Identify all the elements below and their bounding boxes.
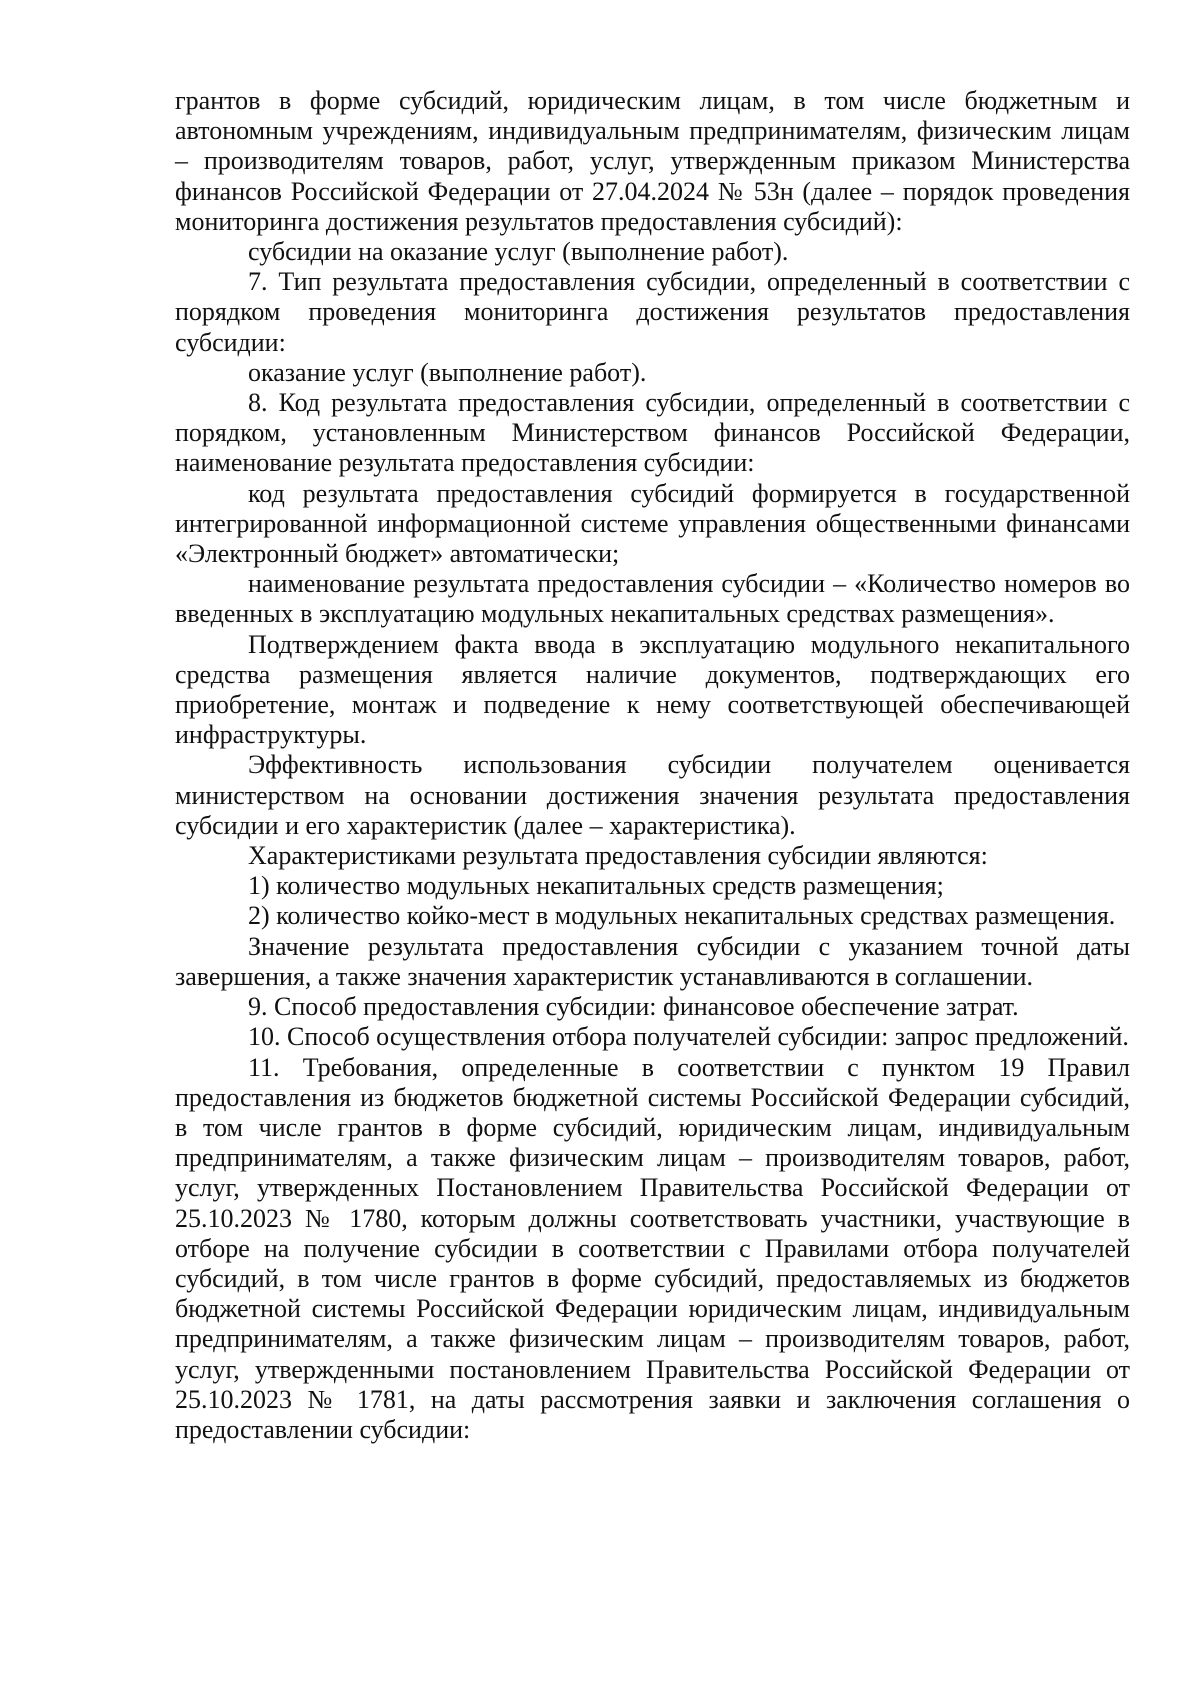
paragraph: Характеристиками результата предоставления субсидии являются: [248,841,988,871]
paragraph: Эффективность использования субсидии получателем оценивается министерством на основании достижения значения результата предоставления субсидии и его характеристик (далее – характеристика). [175,750,1130,840]
paragraph: субсидии на оказание услуг (выполнение работ). [248,237,789,267]
paragraph-continuation: грантов в форме субсидий, юридическим лицам, в том числе бюджетным и автономным учреждениям, индивидуальным предпринимателям, физическим лицам – производителям товаров, работ, услуг, утвержденным приказом Министерства финансов Российской Федерации от 27.04.2024 № 53н (далее – порядок проведения мониторинга достижения результатов предоставления субсидий): [175,86,1130,236]
paragraph: код результата предоставления субсидий формируется в государственной интегрированной информационной системе управления общественными финансами «Электронный бюджет» автоматически; [175,478,1130,569]
paragraph-item-11: 11. Требования, определенные в соответствии с пунктом 19 Правил предоставления из бюджетов бюджетной системы Российской Федерации субсидий, в том числе грантов в форме субсидий, юридическим лицам, индивидуальным предпринимателям, а также физическим лицам – производителям товаров, работ, услуг, утвержденных Постановлением Правительства Российской Федерации от 25.10.2023 № 1780, которым должны соответствовать участники, участвующие в отборе на получение субсидии в соответствии с Правилами отбора получателей субсидий, в том числе грантов в форме субсидий, предоставляемых из бюджетов бюджетной системы Российской Федерации юридическим лицам, индивидуальным предпринимателям, а также физическим лицам – производителям товаров, работ, услуг, утвержденными постановлением Правительства Российской Федерации от 25.10.2023 № 1781, на даты рассмотрения заявки и заключения соглашения о предоставлении субсидии: [175,1052,1130,1444]
paragraph: Подтверждением факта ввода в эксплуатацию модульного некапитального средства размещения является наличие документов, подтверждающих его приобретение, монтаж и подведение к нему соответствующей обеспечивающей инфраструктуры. [175,629,1130,750]
paragraph-item-7: 7. Тип результата предоставления субсидии, определенный в соответствии с порядком проведения мониторинга достижения результатов предоставления субсидии: [175,267,1130,357]
paragraph: наименование результата предоставления субсидии – «Количество номеров во введенных в эксплуатацию модульных некапитальных средствах размещения». [175,569,1130,629]
document-body [175,86,1130,1445]
list-item: 2) количество койко-мест в модульных некапитальных средствах размещения. [248,901,1116,931]
paragraph-item-9: 9. Способ предоставления субсидии: финансовое обеспечение затрат. [248,992,1019,1022]
list-item: 1) количество модульных некапитальных средств размещения; [248,871,944,901]
paragraph-item-10: 10. Способ осуществления отбора получателей субсидии: запрос предложений. [248,1022,1129,1052]
paragraph: оказание услуг (выполнение работ). [248,357,647,387]
paragraph-item-8: 8. Код результата предоставления субсидии, определенный в соответствии с порядком, установленным Министерством финансов Российской Федерации, наименование результата предоставления субсидии: [175,388,1130,478]
paragraph: Значение результата предоставления субсидии с указанием точной даты завершения, а также значения характеристик устанавливаются в соглашении. [175,931,1130,991]
